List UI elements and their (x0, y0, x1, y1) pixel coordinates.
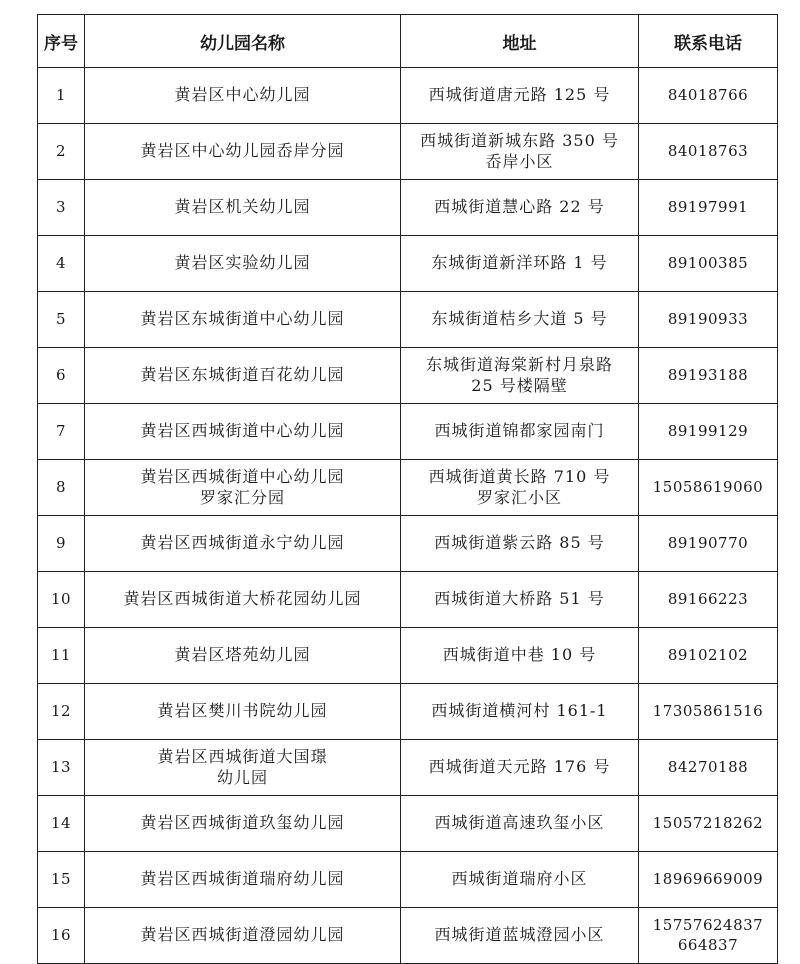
cell-name (85, 516, 401, 572)
cell-name (85, 628, 401, 684)
cell-address-line: 西城街道慧心路 22 号 (434, 197, 605, 217)
cell-name-line: 黄岩区东城街道中心幼儿园 (140, 309, 345, 329)
cell-name (85, 404, 401, 460)
cell-name (85, 124, 401, 180)
cell-phone (639, 908, 778, 964)
table-row (38, 796, 778, 852)
header-phone: 联系电话 (639, 15, 778, 68)
cell-name (85, 740, 401, 796)
cell-address (401, 404, 639, 460)
cell-name-line: 黄岩区西城街道瑞府幼儿园 (140, 869, 345, 889)
cell-name (85, 236, 401, 292)
cell-phone (639, 684, 778, 740)
cell-address (401, 236, 639, 292)
cell-phone (639, 124, 778, 180)
cell-address-line: 西城街道瑞府小区 (451, 869, 588, 889)
cell-name (85, 292, 401, 348)
cell-address (401, 292, 639, 348)
cell-seq: 10 (38, 572, 85, 628)
header-address: 地址 (401, 15, 639, 68)
cell-address-line: 罗家汇小区 (476, 487, 562, 507)
table-row (38, 572, 778, 628)
cell-seq: 5 (38, 292, 85, 348)
cell-address (401, 180, 639, 236)
cell-phone-line: 15058619060 (652, 477, 764, 496)
cell-phone (639, 516, 778, 572)
cell-seq: 3 (38, 180, 85, 236)
header-name: 幼儿园名称 (85, 15, 401, 68)
cell-phone-line: 89193188 (667, 365, 749, 384)
cell-phone-line: 15057218262 (652, 813, 764, 832)
cell-address-line: 25 号楼隔壁 (471, 375, 568, 395)
table-row (38, 684, 778, 740)
cell-address (401, 852, 639, 908)
cell-address-line: 东城街道海棠新村月泉路 (425, 354, 613, 374)
cell-name-line: 黄岩区东城街道百花幼儿园 (140, 365, 345, 385)
cell-name-line: 黄岩区西城街道永宁幼儿园 (140, 533, 345, 553)
cell-address (401, 796, 639, 852)
cell-address (401, 68, 639, 124)
cell-seq: 9 (38, 516, 85, 572)
cell-address (401, 908, 639, 964)
cell-phone (639, 628, 778, 684)
cell-phone-line: 89102102 (667, 645, 749, 664)
table-row (38, 236, 778, 292)
cell-phone-line: 89166223 (667, 589, 749, 608)
cell-address-line: 西城街道新城东路 350 号 (420, 130, 619, 150)
table-row (38, 908, 778, 964)
cell-name-line: 黄岩区西城街道大国璟 (157, 746, 328, 766)
cell-phone (639, 236, 778, 292)
cell-phone-line: 15757624837 (652, 916, 764, 934)
cell-address-line: 西城街道黄长路 710 号 (428, 466, 611, 486)
cell-phone-line: 89199129 (667, 421, 749, 440)
cell-name (85, 460, 401, 516)
cell-address-line: 西城街道天元路 176 号 (428, 757, 611, 777)
table-row (38, 124, 778, 180)
table-body (38, 68, 778, 964)
cell-seq: 14 (38, 796, 85, 852)
cell-address-line: 西城街道紫云路 85 号 (434, 533, 605, 553)
cell-phone-line: 89100385 (667, 253, 749, 272)
cell-name (85, 796, 401, 852)
cell-phone (639, 852, 778, 908)
table-row (38, 68, 778, 124)
cell-name (85, 852, 401, 908)
cell-address (401, 516, 639, 572)
cell-address (401, 460, 639, 516)
cell-address-line: 西城街道高速玖玺小区 (434, 813, 605, 833)
cell-address (401, 124, 639, 180)
cell-name-line: 黄岩区樊川书院幼儿园 (157, 701, 328, 721)
cell-seq: 15 (38, 852, 85, 908)
cell-seq: 2 (38, 124, 85, 180)
table-row (38, 404, 778, 460)
kindergarten-table (37, 14, 778, 964)
cell-seq: 6 (38, 348, 85, 404)
cell-phone-line: 89190770 (667, 533, 749, 552)
cell-phone-line: 664837 (677, 935, 739, 954)
cell-phone-line: 89197991 (667, 197, 749, 216)
cell-seq: 13 (38, 740, 85, 796)
cell-name (85, 180, 401, 236)
cell-phone (639, 348, 778, 404)
cell-name-line: 黄岩区西城街道玖玺幼儿园 (140, 813, 345, 833)
cell-phone (639, 460, 778, 516)
cell-name-line: 罗家汇分园 (199, 487, 285, 507)
cell-phone-line: 84018766 (667, 85, 749, 104)
cell-phone-line: 17305861516 (652, 701, 764, 720)
table-row (38, 460, 778, 516)
table-row (38, 628, 778, 684)
cell-address-line: 西城街道横河村 161-1 (431, 701, 608, 721)
cell-address (401, 348, 639, 404)
cell-address-line: 西城街道锦都家园南门 (434, 421, 605, 441)
cell-phone (639, 180, 778, 236)
cell-name (85, 684, 401, 740)
header-seq: 序号 (38, 15, 85, 68)
cell-seq: 4 (38, 236, 85, 292)
cell-name-line: 黄岩区实验幼儿园 (174, 253, 311, 273)
cell-address-line: 西城街道蓝城澄园小区 (434, 925, 605, 945)
cell-phone (639, 796, 778, 852)
cell-seq: 8 (38, 460, 85, 516)
table-row (38, 516, 778, 572)
cell-address (401, 628, 639, 684)
kindergarten-table-wrapper (37, 14, 777, 964)
cell-name-line: 幼儿园 (216, 767, 268, 787)
cell-name-line: 黄岩区西城街道中心幼儿园 (140, 421, 345, 441)
cell-name-line: 黄岩区西城街道大桥花园幼儿园 (123, 589, 362, 609)
table-header (38, 15, 778, 68)
cell-name-line: 黄岩区塔苑幼儿园 (174, 645, 311, 665)
table-row (38, 348, 778, 404)
cell-address-line: 西城街道唐元路 125 号 (428, 85, 611, 105)
cell-address-line: 东城街道新洋环路 1 号 (431, 253, 608, 273)
header-row (38, 15, 778, 68)
cell-name-line: 黄岩区中心幼儿园岙岸分园 (140, 141, 345, 161)
cell-phone-line: 89190933 (667, 309, 749, 328)
cell-name (85, 348, 401, 404)
cell-address-line: 岙岸小区 (485, 151, 554, 171)
cell-address-line: 西城街道中巷 10 号 (442, 645, 597, 665)
table-row (38, 292, 778, 348)
cell-name-line: 黄岩区机关幼儿园 (174, 197, 311, 217)
cell-seq: 16 (38, 908, 85, 964)
cell-address (401, 740, 639, 796)
cell-address (401, 572, 639, 628)
cell-phone-line: 18969669009 (652, 869, 764, 888)
table-row (38, 852, 778, 908)
cell-name-line: 黄岩区中心幼儿园 (174, 85, 311, 105)
cell-name (85, 908, 401, 964)
cell-phone (639, 404, 778, 460)
table-row (38, 740, 778, 796)
cell-phone-line: 84018763 (667, 141, 749, 160)
cell-name (85, 572, 401, 628)
cell-seq: 7 (38, 404, 85, 460)
cell-name (85, 68, 401, 124)
cell-name-line: 黄岩区西城街道中心幼儿园 (140, 466, 345, 486)
cell-phone (639, 292, 778, 348)
cell-phone-line: 84270188 (667, 757, 749, 776)
cell-seq: 12 (38, 684, 85, 740)
cell-seq: 1 (38, 68, 85, 124)
cell-phone (639, 68, 778, 124)
cell-address (401, 684, 639, 740)
cell-name-line: 黄岩区西城街道澄园幼儿园 (140, 925, 345, 945)
cell-phone (639, 572, 778, 628)
cell-address-line: 东城街道桔乡大道 5 号 (431, 309, 608, 329)
cell-address-line: 西城街道大桥路 51 号 (434, 589, 605, 609)
table-row (38, 180, 778, 236)
cell-phone (639, 740, 778, 796)
cell-seq: 11 (38, 628, 85, 684)
